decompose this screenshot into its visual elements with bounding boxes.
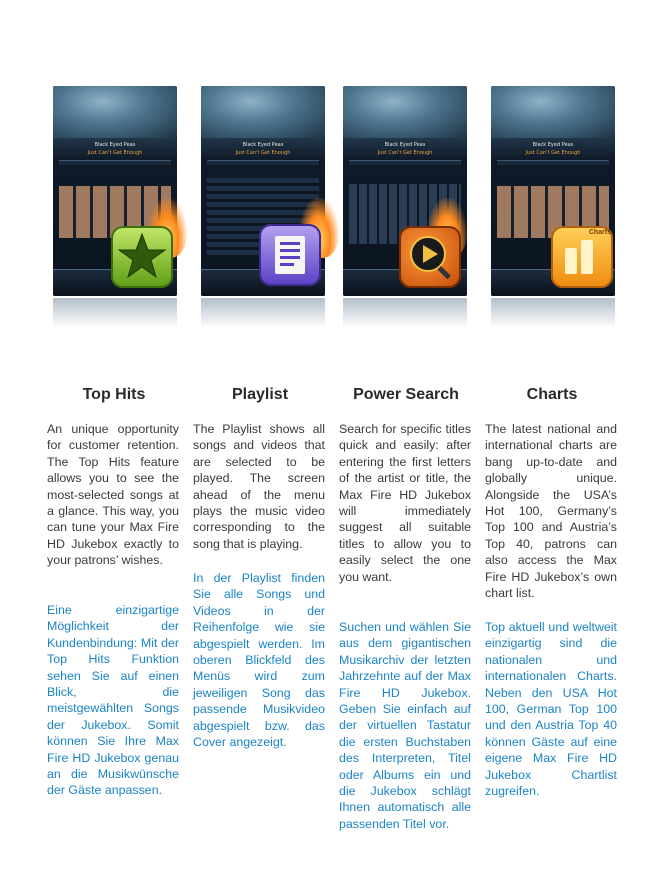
text-en-top-hits: An unique opportunity for customer retention. The Top Hits feature allows you to see the most-selected songs at a glance. This way, you can tune your Max Fire HD Jukebox exactly to your patrons’ wishes. (47, 422, 179, 568)
playlist-note-icon (259, 224, 321, 286)
jukebox-screenshot (491, 86, 615, 328)
jukebox-screenshot (53, 86, 177, 328)
now-playing-artist: Black Eyed Peas (384, 142, 426, 148)
star-thumb-icon (111, 226, 173, 288)
now-playing-song: Just Can't Get Enough (235, 150, 291, 156)
text-de-playlist: In der Playlist finden Sie alle Songs und Videos in der Reihenfolge wie sie abgespielt werden. Im oberen Blickfeld des Menüs wird zum jeweiligen Song das passende Musikvideo abgespielt bzw. das Cover angezeigt. (193, 571, 325, 750)
now-playing-song: Just Can't Get Enough (525, 150, 581, 156)
charts-badge-label: Charts (588, 229, 611, 236)
charts-badge-icon (551, 226, 613, 288)
now-playing-artist: Black Eyed Peas (94, 142, 136, 148)
heading-charts: Charts (526, 386, 578, 403)
heading-playlist: Playlist (231, 386, 289, 403)
heading-top-hits: Top Hits (82, 386, 146, 403)
now-playing-artist: Black Eyed Peas (532, 142, 574, 148)
now-playing-song: Just Can't Get Enough (87, 150, 143, 156)
jukebox-screenshot (201, 86, 325, 328)
heading-power-search: Power Search (353, 386, 459, 403)
now-playing-artist: Black Eyed Peas (242, 142, 284, 148)
text-en-playlist: The Playlist shows all songs and videos that are selected to be played. The screen ahead of the menu plays the music video corresponding to the song that is playing. (193, 422, 325, 551)
text-en-power-search: Search for specific titles quick and easily: after entering the first letters of the artist or title, the Max Fire HD Jukebox will immediately suggest all suitable titles to allow you to easily select the one you want. (339, 422, 471, 584)
now-playing-song: Just Can't Get Enough (377, 150, 433, 156)
text-de-power-search: Suchen und wählen Sie aus dem gigantischen Musikarchiv der letzten Jahrzehnte auf der Max Fire HD Jukebox. Geben Sie einfach auf der virtuellen Tastatur die ersten Buchstaben des Interpreten, Titel oder Albums ein und die Jukebox schlägt Ihnen automatisch alle passenden Titel vor. (339, 620, 471, 831)
jukebox-screenshot (343, 86, 467, 328)
text-de-charts: Top aktuell und weltweit einzigartig sind die nationalen und internationalen Charts. Neben den USA Hot 100, German Top 100 und den Austria Top 40 können Gäste auf eine eigene Max Fire HD Jukebox Chartlist zugreifen. (485, 620, 617, 799)
text-de-top-hits: Eine einzigartige Möglichkeit der Kundenbindung: Mit der Top Hits Funktion sehen Sie auf einen Blick, die meistgewählten Songs der Jukebox. Somit können Sie Ihre Max Fire HD Jukebox genau an die Musikwünsche der Gäste anpassen. (47, 603, 179, 798)
text-en-charts: The latest national and international charts are bang up-to-date and globally unique. Alongside the USA’s Hot 100, Germany’s Top 100 and Austria’s Top 40, patrons can also access the Max Fire HD Jukebox’s own chart list. (485, 422, 617, 601)
play-magnifier-icon (399, 226, 461, 288)
